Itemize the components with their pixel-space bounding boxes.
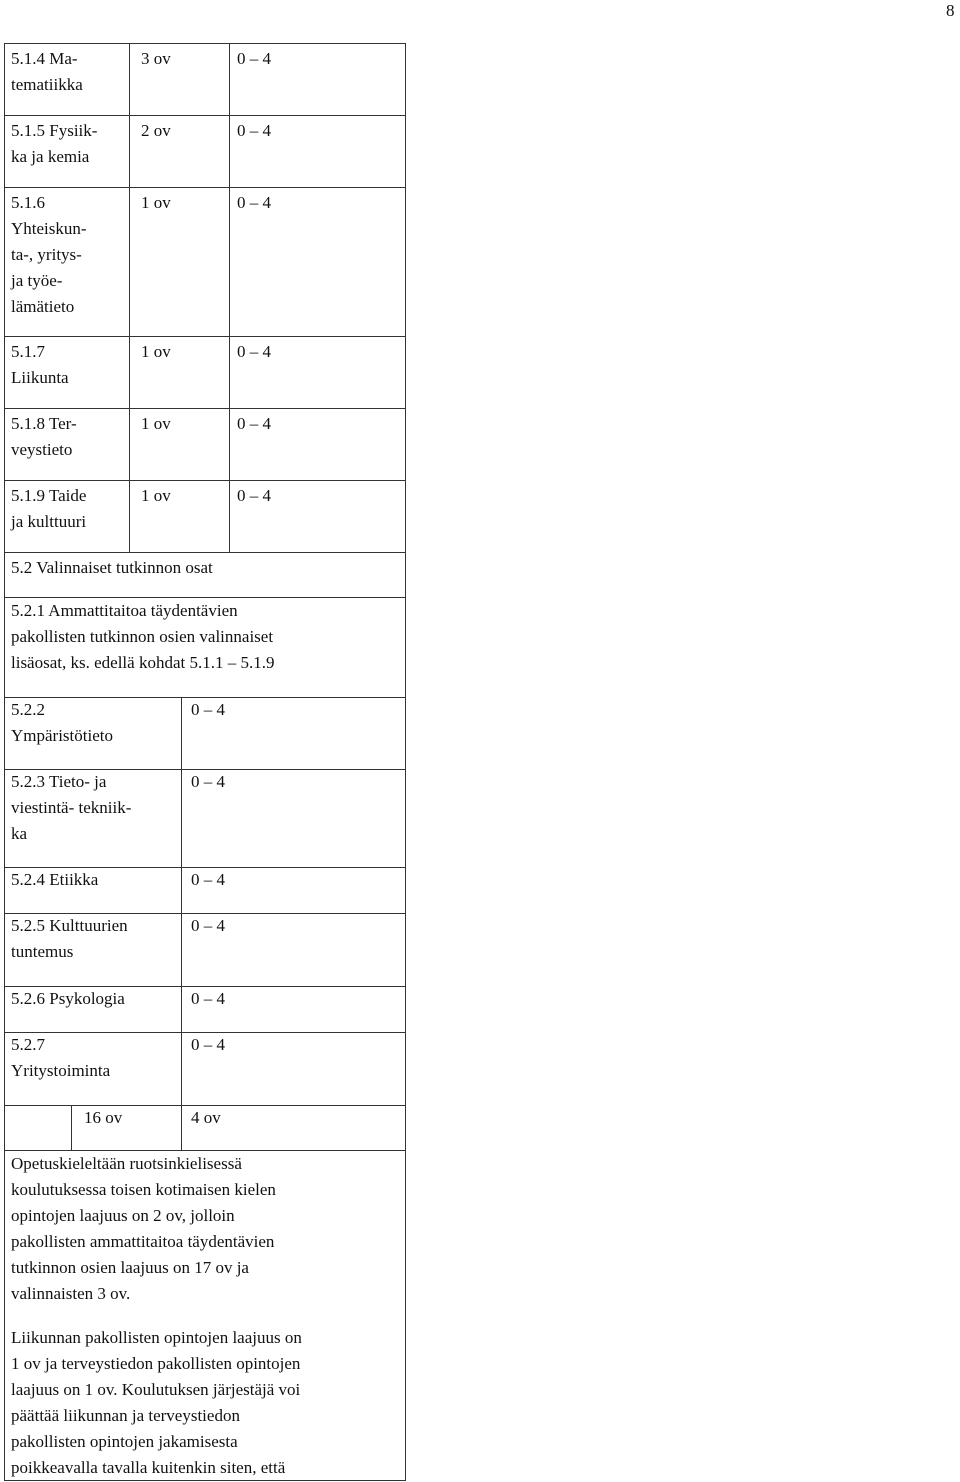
table-column-divider (181, 697, 182, 1150)
page-number: 8 (946, 1, 955, 20)
text-line: 5.2.3 Tieto- ja (11, 772, 107, 791)
grade-range: 0 – 4 (237, 121, 271, 140)
text-line: koulutuksessa toisen kotimaisen kielen (11, 1180, 276, 1199)
table-row-divider (4, 336, 405, 337)
credit-units: 3 ov (141, 49, 171, 68)
text-line: 5.2.1 Ammattitaitoa täydentävien (11, 601, 238, 620)
text-line: 5.1.4 Ma- (11, 49, 78, 68)
text-line: 5.1.8 Ter- (11, 414, 77, 433)
grade-range: 0 – 4 (237, 414, 271, 433)
subject-name (11, 913, 128, 965)
grade-range: 0 – 4 (191, 870, 225, 889)
table-column-divider (129, 43, 130, 552)
credit-units: 2 ov (141, 121, 171, 140)
subject-name (11, 1032, 110, 1084)
text-line: 1 ov ja terveystiedon pakollisten opintojen (11, 1354, 301, 1373)
text-line: Liikunta (11, 368, 69, 387)
grade-range: 0 – 4 (191, 772, 225, 791)
note-paragraph (11, 1151, 276, 1307)
text-line: Ympäristötieto (11, 726, 113, 745)
text-line: 5.1.9 Taide (11, 486, 87, 505)
grade-range: 0 – 4 (191, 700, 225, 719)
text-line: tematiikka (11, 75, 83, 94)
text-line: 5.2.2 (11, 700, 45, 719)
subject-name (11, 190, 87, 320)
text-line: ka ja kemia (11, 147, 90, 166)
text-line: ja kulttuuri (11, 512, 87, 531)
grade-range: 0 – 4 (237, 342, 271, 361)
table-row-divider (4, 408, 405, 409)
grade-range: 0 – 4 (191, 989, 225, 1008)
text-line: Yhteiskun- (11, 219, 87, 238)
subject-name (11, 339, 69, 391)
text-line: 5.1.7 (11, 342, 45, 361)
grade-range: 0 – 4 (191, 916, 225, 935)
section-heading (11, 598, 274, 676)
grade-range: 0 – 4 (237, 193, 271, 212)
text-line: viestintä- tekniik- (11, 798, 132, 817)
text-line: pakollisten tutkinnon osien valinnaiset (11, 627, 274, 646)
note-paragraph (11, 1325, 302, 1481)
text-line: pakollisten ammattitaitoa täydentävien (11, 1232, 275, 1251)
text-line: valinnaisten 3 ov. (11, 1284, 131, 1303)
subject-name (11, 986, 125, 1012)
subject-name (11, 411, 77, 463)
text-line: ja työe- (11, 271, 63, 290)
table-row-divider (4, 552, 405, 553)
table-row-divider (4, 43, 405, 44)
text-line: ta-, yritys- (11, 245, 82, 264)
subject-name (11, 697, 113, 749)
text-line: 5.1.5 Fysiik- (11, 121, 98, 140)
credit-units: 1 ov (141, 342, 171, 361)
text-line: ka (11, 824, 28, 843)
grade-range: 0 – 4 (191, 1035, 225, 1054)
text-line: Liikunnan pakollisten opintojen laajuus on (11, 1328, 302, 1347)
total-credit-units: 16 ov (84, 1108, 123, 1127)
text-line: päättää liikunnan ja terveystiedon (11, 1406, 240, 1425)
text-line: tutkinnon osien laajuus on 17 ov ja (11, 1258, 249, 1277)
subject-name (11, 769, 131, 847)
table-row-divider (4, 480, 405, 481)
text-line: pakollisten opintojen jakamisesta (11, 1432, 238, 1451)
text-line: lisäosat, ks. edellä kohdat 5.1.1 – 5.1.9 (11, 653, 275, 672)
subject-name (11, 483, 86, 535)
subject-name (11, 867, 98, 893)
credit-units: 1 ov (141, 414, 171, 433)
subject-name (11, 118, 97, 170)
text-line: laajuus on 1 ov. Koulutuksen järjestäjä voi (11, 1380, 301, 1399)
text-line: 5.1.6 (11, 193, 45, 212)
credit-units: 1 ov (141, 486, 171, 505)
text-line: Yritystoiminta (11, 1061, 111, 1080)
table-column-divider (71, 1105, 72, 1150)
text-line: Opetuskieleltään ruotsinkielisessä (11, 1154, 242, 1173)
credit-units: 1 ov (141, 193, 171, 212)
grade-range: 0 – 4 (237, 49, 271, 68)
total-range: 4 ov (191, 1108, 221, 1127)
grade-range: 0 – 4 (237, 486, 271, 505)
text-line: tuntemus (11, 942, 74, 961)
text-line: veystieto (11, 440, 73, 459)
text-line: 5.2.4 Etiikka (11, 870, 99, 889)
text-line: poikkeavalla tavalla kuitenkin siten, että (11, 1458, 286, 1477)
text-line: lämätieto (11, 297, 75, 316)
section-heading: 5.2 Valinnaiset tutkinnon osat (11, 558, 213, 577)
text-line: 5.2.5 Kulttuurien (11, 916, 128, 935)
subject-name (11, 46, 83, 98)
table-row-divider (4, 115, 405, 116)
table-row-divider (4, 187, 405, 188)
text-line: 5.2.6 Psykologia (11, 989, 125, 1008)
text-line: opintojen laajuus on 2 ov, jolloin (11, 1206, 235, 1225)
table-column-divider (229, 43, 230, 552)
text-line: 5.2.7 (11, 1035, 45, 1054)
